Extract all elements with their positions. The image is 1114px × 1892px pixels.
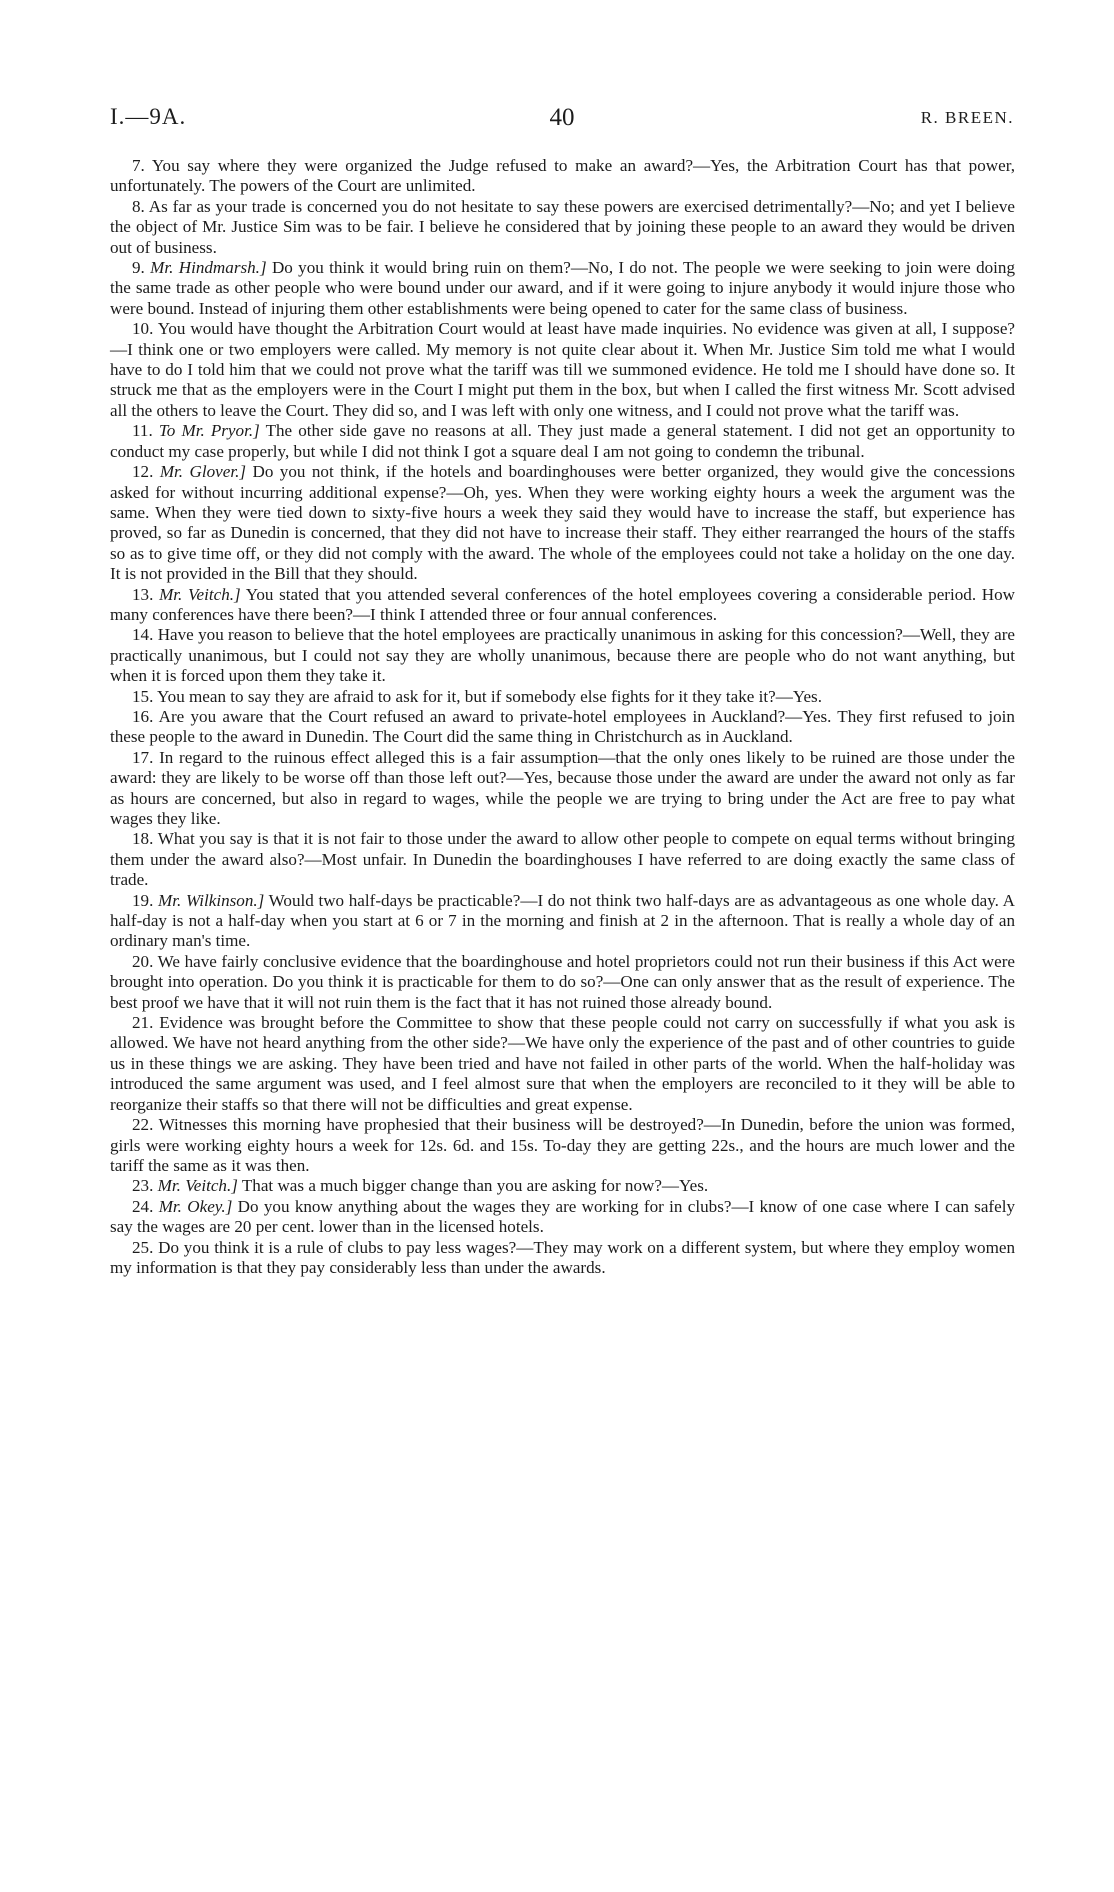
paragraph-text: You mean to say they are afraid to ask for it, but if somebody else fights for it they take it?—Yes. <box>157 686 822 706</box>
question-paragraph <box>110 829 1015 890</box>
paragraph-text: Do you think it would bring ruin on them?—No, I do not. The people we were seeking to join were doing the same trade as other people who were bound under our award, and if it were going to injure anybody it would injure those who were bound. Instead of injuring them other establishments were being opened to cater for the same class of business. <box>110 258 1016 318</box>
question-paragraph <box>110 1176 1015 1196</box>
question-paragraph <box>110 585 1015 626</box>
paragraph-number: 13. <box>132 584 154 604</box>
paragraph-text: Have you reason to believe that the hotel employees are practically unanimous in asking for this concession?—Well, they are practically unanimous, but I could not say they are wholly unanimous, because there are people who do not want anything, but when it is forced upon them they take it. <box>110 625 1015 686</box>
question-paragraph <box>110 421 1015 462</box>
page-header <box>110 104 1014 138</box>
paragraph-text: Are you aware that the Court refused an award to private-hotel employees in Auckland?—Yes. They first refused to join these people to the award in Dunedin. The Court did the same thing in Christchurch as in Auckland. <box>110 706 1015 747</box>
question-paragraph <box>110 891 1015 952</box>
paragraph-text: Do you think it is a rule of clubs to pay less wages?—They may work on a different system, but where they employ women my information is that they pay considerably less than under the awards. <box>110 1237 1015 1277</box>
question-paragraph <box>110 319 1015 421</box>
paragraph-text: In regard to the ruinous effect alleged this is a fair assumption—that the only ones likely to be ruined are those under the award: they are likely to be worse off than those left out?—Yes, because those under the award are under the award not only as far as hours are concerned, but also in regard to wages, while the people we are trying to bring under the Act are free to pay what wages they like. <box>110 747 1015 828</box>
speaker-label: Mr. Veitch.] <box>159 584 241 604</box>
question-paragraph <box>110 1013 1015 1115</box>
paragraph-number: 8. <box>132 196 145 216</box>
paragraph-text: Do you know anything about the wages they are working for in clubs?—I know of one case where I can safely say the wages are 20 per cent. lower than in the licensed hotels. <box>110 1196 1015 1237</box>
paragraph-number: 12. <box>132 462 154 482</box>
speaker-label: Mr. Okey.] <box>158 1196 233 1216</box>
paragraph-number: 19. <box>132 890 154 910</box>
paragraph-text: Witnesses this morning have prophesied that their business will be destroyed?—In Dunedin, before the union was formed, girls were working eighty hours a week for 12s. 6d. and 15s. To-day they are getting 22s., and the hours are much lower and the tariff the same as it was then. <box>110 1115 1016 1175</box>
page-number: 40 <box>549 104 575 131</box>
paragraph-number: 15. <box>132 686 154 706</box>
question-paragraph <box>110 1197 1015 1238</box>
witness-name: R. BREEN. <box>920 108 1014 127</box>
question-paragraph <box>110 625 1015 686</box>
question-paragraph <box>110 1115 1015 1176</box>
speaker-label: Mr. Wilkinson.] <box>158 890 265 910</box>
paragraph-number: 17. <box>132 747 154 767</box>
question-paragraph <box>110 952 1015 1013</box>
paragraph-text: You say where they were organized the Judge refused to make an award?—Yes, the Arbitration Court has that power, unfortunately. The powers of the Court are unlimited. <box>110 156 1015 196</box>
paragraph-number: 14. <box>132 625 154 645</box>
question-paragraph <box>110 687 1015 707</box>
paragraph-text: Would two half-days be practicable?—I do not think two half-days are as advantageous as one whole day. A half-day is not a half-day when you start at 6 or 7 in the morning and finish at 2 in the afternoon. That is really a whole day of an ordinary man's time. <box>110 890 1015 951</box>
evidence-body <box>110 156 1015 1278</box>
paragraph-number: 18. <box>132 829 154 849</box>
paragraph-number: 7. <box>132 156 145 175</box>
paragraph-text: Evidence was brought before the Committee to show that these people could not carry on successfully if what you ask is allowed. We have not heard anything from the other side?—We have only the experience of the past and of other countries to guide us in these things we are asking. They have been tried and have not failed in other parts of the world. When the half-holiday was introduced the same argument was used, and I feel almost sure that when the employers are reconciled to it they will be able to reorganize their staffs so that there will not be difficulties and great expense. <box>110 1013 1015 1114</box>
speaker-label: Mr. Hindmarsh.] <box>150 258 267 278</box>
document-reference: I.—9A. <box>110 104 187 129</box>
paragraph-number: 21. <box>132 1013 154 1033</box>
speaker-label: Mr. Veitch.] <box>157 1176 238 1196</box>
paragraph-number: 11. <box>132 421 153 441</box>
paragraph-text: You stated that you attended several conferences of the hotel employees covering a considerable period. How many conferences have there been?—I think I attended three or four annual conferences. <box>110 584 1016 624</box>
question-paragraph <box>110 197 1015 258</box>
paragraph-text: Do you not think, if the hotels and boardinghouses were better organized, they would give the concessions asked for without incurring additional expense?—Oh, yes. When they were working eighty hours a week the argument was the same. When they were tied down to sixty-five hours a week they said they would have to increase the staff, but experience has proved, so far as Dunedin is concerned, that they did not have to increase their staff. They either rearranged the hours of the staffs so as to give time off, or they did not comply with the award. The whole of the employees could not take a holiday on the one day. It is not provided in the Bill that they should. <box>110 462 1015 584</box>
paragraph-number: 24. <box>132 1196 154 1216</box>
paragraph-number: 22. <box>132 1115 154 1135</box>
paragraph-text: What you say is that it is not fair to those under the award to allow other people to compete on equal terms without bringing them under the award also?—Most unfair. In Dunedin the boardinghouses I have referred to are doing exactly the same class of trade. <box>110 829 1015 890</box>
question-paragraph <box>110 156 1015 197</box>
paragraph-number: 16. <box>132 706 154 726</box>
speaker-label: To Mr. Pryor.] <box>158 421 260 441</box>
question-paragraph <box>110 462 1015 584</box>
paragraph-text: The other side gave no reasons at all. They just made a general statement. I did not get an opportunity to conduct my case properly, but while I did not think I got a square deal I am not going to condemn the tribunal. <box>110 421 1016 461</box>
paragraph-number: 23. <box>132 1176 154 1196</box>
question-paragraph <box>110 258 1015 319</box>
question-paragraph <box>110 1238 1015 1279</box>
paragraph-number: 20. <box>132 951 154 971</box>
paragraph-number: 25. <box>132 1237 154 1257</box>
paragraph-text: That was a much bigger change than you are asking for now?—Yes. <box>241 1176 709 1196</box>
question-paragraph <box>110 707 1015 748</box>
paragraph-text: You would have thought the Arbitration Court would at least have made inquiries. No evidence was given at all, I suppose?—I think one or two employers were called. My memory is not quite clear about it. When Mr. Justice Sim told me what I would have to do I told him that we could not prove what the tariff was till we summoned evidence. He told me I should have done so. It struck me that as the employers were in the Court I might put them in the box, but when I called the first witness Mr. Scott advised all the others to leave the Court. They did so, and I was left with only one witness, and I could not prove what the tariff was. <box>110 319 1015 420</box>
paragraph-text: As far as your trade is concerned you do not hesitate to say these powers are exercised detrimentally?—No; and yet I believe the object of Mr. Justice Sim was to be fair. I believe he considered that by joining these people to an award they would be driven out of business. <box>110 196 1015 257</box>
paragraph-text: We have fairly conclusive evidence that the boardinghouse and hotel proprietors could not run their business if this Act were brought into operation. Do you think it is practicable for them to do so?—One can only answer that as the result of experience. The best proof we have that it will not ruin them is the fact that it has not ruined those already bound. <box>110 951 1015 1012</box>
speaker-label: Mr. Glover.] <box>159 462 247 482</box>
question-paragraph <box>110 748 1015 830</box>
paragraph-number: 10. <box>132 319 154 339</box>
paragraph-number: 9. <box>132 258 145 278</box>
